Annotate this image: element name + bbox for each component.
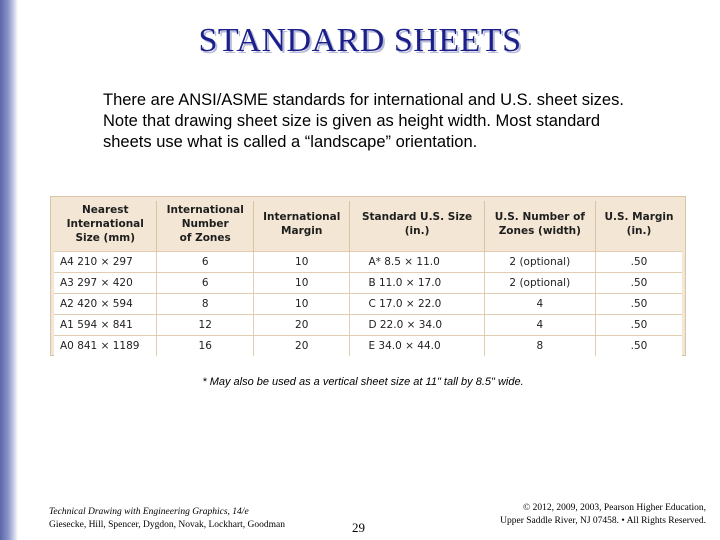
table-cell: E 34.0 × 44.0: [350, 336, 484, 357]
table-cell: 20: [253, 336, 349, 357]
table-row: [54, 315, 682, 336]
table-cell: 2 (optional): [484, 252, 595, 273]
table-cell: 2 (optional): [484, 273, 595, 294]
footer-copyright-line1: © 2012, 2009, 2003, Pearson Higher Education,: [523, 503, 706, 513]
column-header: U.S. Margin (in.): [595, 201, 682, 252]
table-cell: .50: [595, 336, 682, 357]
table-cell: .50: [595, 252, 682, 273]
table-cell: A2 420 × 594: [54, 294, 157, 315]
footer-copyright: [446, 502, 706, 528]
table-cell: 8: [157, 294, 253, 315]
table-cell: A1 594 × 841: [54, 315, 157, 336]
table-cell: 10: [253, 252, 349, 273]
table-cell: A0 841 × 1189: [54, 336, 157, 357]
footer-book-title: Technical Drawing with Engineering Graphics, 14/e: [49, 507, 249, 517]
footer-authors: Giesecke, Hill, Spencer, Dygdon, Novak, Lockhart, Goodman: [49, 520, 286, 530]
table-cell: .50: [595, 315, 682, 336]
table-cell: A* 8.5 × 11.0: [350, 252, 484, 273]
table-cell: 8: [484, 336, 595, 357]
table-cell: 20: [253, 315, 349, 336]
sheet-size-table: [54, 201, 682, 356]
sheet-size-table-container: [50, 196, 686, 356]
table-cell: 16: [157, 336, 253, 357]
table-row: [54, 336, 682, 357]
table-cell: 12: [157, 315, 253, 336]
table-cell: 10: [253, 273, 349, 294]
slide-title: STANDARD SHEETS: [198, 22, 522, 59]
table-cell: D 22.0 × 34.0: [350, 315, 484, 336]
page-number: 29: [352, 520, 365, 535]
column-header: Standard U.S. Size (in.): [350, 201, 484, 252]
table-row: [54, 273, 682, 294]
table-cell: A3 297 × 420: [54, 273, 157, 294]
column-header: International Margin: [253, 201, 349, 252]
table-cell: 10: [253, 294, 349, 315]
table-cell: 6: [157, 252, 253, 273]
table-cell: B 11.0 × 17.0: [350, 273, 484, 294]
table-header-row: [54, 201, 682, 252]
column-header: U.S. Number of Zones (width): [484, 201, 595, 252]
footer-copyright-line2: Upper Saddle River, NJ 07458. • All Rights Reserved.: [500, 516, 706, 526]
table-cell: 4: [484, 315, 595, 336]
column-header: Nearest International Size (mm): [54, 201, 157, 252]
column-header: International Number of Zones: [157, 201, 253, 252]
footer-book-info: [49, 506, 329, 532]
intro-paragraph: There are ANSI/ASME standards for international and U.S. sheet sizes. Note that drawing sheet size is given as height width. Most standard sheets use what is called a “landscape” orientation.: [103, 91, 624, 151]
table-cell: .50: [595, 294, 682, 315]
side-decor-bar: [0, 0, 18, 540]
table-cell: 6: [157, 273, 253, 294]
table-row: [54, 294, 682, 315]
table-cell: A4 210 × 297: [54, 252, 157, 273]
table-cell: C 17.0 × 22.0: [350, 294, 484, 315]
table-cell: 4: [484, 294, 595, 315]
table-cell: .50: [595, 273, 682, 294]
table-row: [54, 252, 682, 273]
table-footnote: * May also be used as a vertical sheet size at 11" tall by 8.5" wide.: [202, 376, 524, 388]
